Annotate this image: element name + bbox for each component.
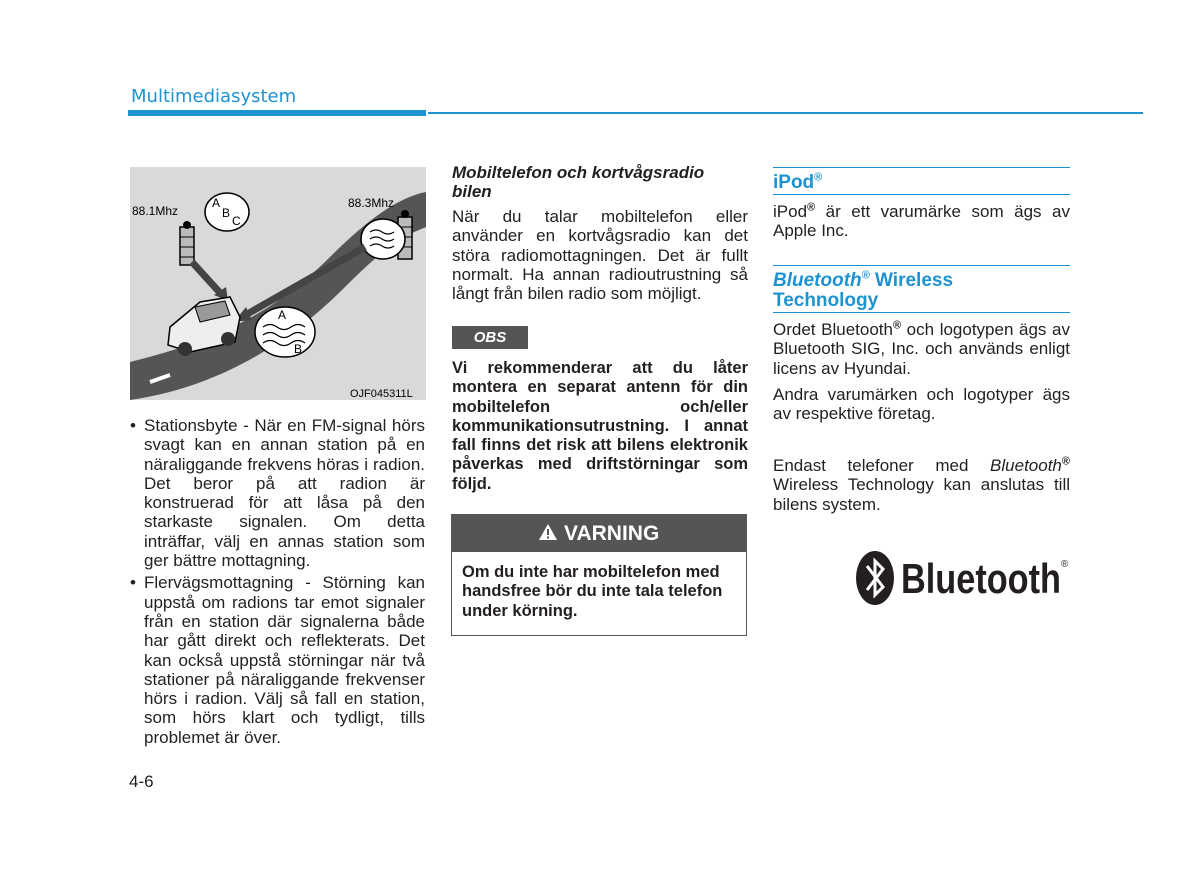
divider [773, 194, 1070, 195]
divider [773, 265, 1070, 266]
svg-text:88.1Mhz: 88.1Mhz [132, 204, 179, 218]
svg-text:88.3Mhz: 88.3Mhz [348, 196, 395, 210]
divider [773, 312, 1070, 313]
mobile-phone-heading: Mobiltelefon och kortvågsradio bilen [452, 163, 705, 201]
ipod-text: iPod® är ett varumärke som ägs av Apple Inc. [773, 201, 1070, 241]
left-radio-tower [180, 221, 194, 265]
trademark-text: Andra varumärken och logotyper ägs av respektive företag. [773, 385, 1070, 424]
bluetooth-heading: Bluetooth® Wireless Technology [773, 269, 954, 311]
warning-label: VARNING [564, 522, 660, 545]
compatibility-text: Endast telefoner med Bluetooth® Wireless Technology kan anslutas till bilens system. [773, 455, 1070, 514]
signal-arrow-left [192, 262, 222, 295]
warning-triangle-icon [538, 523, 558, 541]
svg-text:®: ® [1061, 559, 1069, 570]
svg-text:C: C [232, 214, 241, 228]
mobile-phone-text: När du talar mobiltelefon eller använder en kortvågsradio kan det störa radiomottagningen. Det är fullt normalt. Ha annan radioutrustning så långt från bilen radio som möjligt. [452, 207, 748, 304]
page-number: 4-6 [129, 772, 154, 791]
svg-text:B: B [222, 206, 231, 220]
svg-text:A: A [212, 196, 221, 210]
bluetooth-logo [855, 549, 1075, 607]
svg-text:B: B [294, 342, 303, 356]
list-item: • Stationsbyte - När en FM-signal hörs svagt kan en annan station på en näraliggande frekvens höras i radion. Det beror på att radion är konstruerad för att låsa på den starkaste signalen. Om detta inträffar, välj en annas station som ger bättre mottagning. [130, 416, 425, 571]
svg-text:A: A [278, 308, 287, 322]
list-item: • Flervägsmottagning - Störning kan uppstå om radions tar emot signaler från en station där signalerna både har gått direkt och reflekterats. Det kan också uppstå störningar när två stationer på näraliggande frekvenser hörs i radion. Välj så fall en station, som hörs klart och tydligt, tills problemet är över. [130, 573, 425, 747]
reception-bullet-list [128, 416, 425, 750]
section-title: Multimediasystem [131, 86, 297, 107]
warning-header [452, 515, 746, 552]
header-rule-thin [428, 112, 1143, 114]
svg-text:Bluetooth: Bluetooth [901, 555, 1061, 602]
divider [773, 167, 1070, 168]
bluetooth-license-text: Ordet Bluetooth® och logotypen ägs av Bluetooth SIG, Inc. och används enligt licens av Hyundai. [773, 319, 1070, 378]
obs-text: Vi rekommenderar att du låter montera en separat antenn för din mobiltelefon och/eller kommunikationsutrustning. I annat fall finns det risk att bilens elektronik påverkas med driftstörningar som följd. [452, 359, 748, 493]
figure-code: OJF045311L [350, 388, 413, 400]
obs-badge: OBS [452, 326, 528, 349]
header-rule-thick [128, 110, 426, 116]
warning-text: Om du inte har mobiltelefon med handsfree bör du inte tala telefon under körning. [462, 563, 723, 620]
radio-reception-illustration [130, 167, 426, 400]
ipod-heading: iPod® [773, 171, 823, 193]
